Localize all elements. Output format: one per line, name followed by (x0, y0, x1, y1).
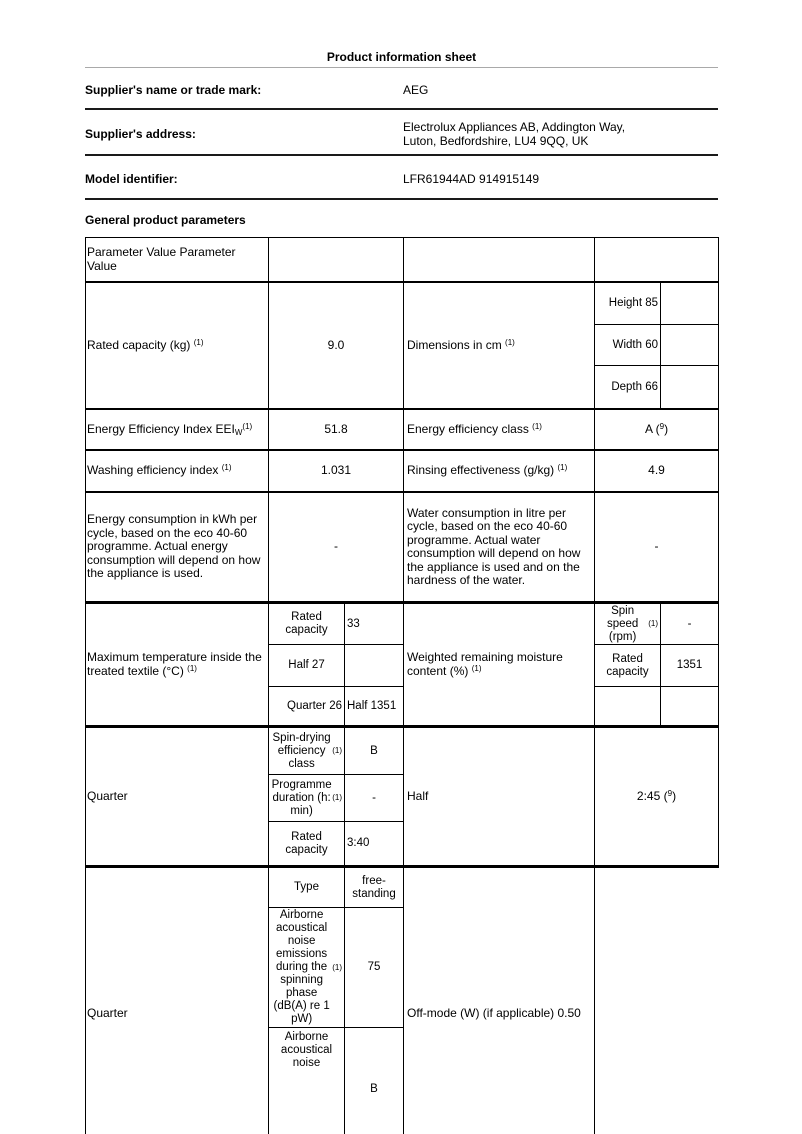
dimension-row (595, 325, 718, 366)
half-duration-value: 2:45 ($^9$) (636, 788, 677, 803)
noise-subtable (269, 868, 404, 1134)
airborne-noise-value: 75 (367, 961, 381, 973)
dimension-empty-cell (661, 283, 718, 324)
title-underline (85, 67, 718, 68)
maxtemp-half-duration: Half 1351 (347, 699, 397, 712)
spin-speed-value: - (687, 617, 692, 630)
dimension-row (595, 283, 718, 325)
energy-consumption-value: - (334, 539, 338, 554)
energy-class-label-cell (404, 410, 595, 449)
half-duration-cell (595, 728, 719, 865)
table-row-capacity (86, 283, 719, 410)
header-empty-cell (404, 238, 595, 281)
energy-class-label: Energy efficiency class $^{(1)}$ (407, 421, 542, 436)
spin-empty-cell (661, 687, 718, 725)
maxtemp-subtable (269, 604, 404, 725)
section-heading: General product parameters (85, 213, 246, 227)
table-row-quarter-noise (86, 868, 719, 1134)
capacity-value: 9.0 (327, 337, 345, 352)
quarter-label: Quarter (87, 1006, 128, 1021)
capacity-label: Rated capacity (kg) $^{(1)}$ (87, 337, 204, 352)
energy-class-value: A ($^9$) (644, 421, 669, 436)
spindry-class-value: B (370, 744, 378, 757)
table-row-washing (86, 451, 719, 493)
rinsing-value-cell (595, 451, 719, 491)
spin-speed-subtable (595, 604, 719, 725)
maxtemp-label: Maximum temperature inside the treated textile (°C) $^{(1)}$ (87, 650, 262, 678)
noise-subrow (269, 1028, 403, 1134)
spindry-subrow (269, 728, 403, 775)
separator-line (85, 108, 718, 110)
spin-empty-cell (595, 687, 661, 725)
maxtemp-rated-label: Rated capacity (269, 604, 345, 644)
header-cell (86, 238, 269, 281)
washing-label: Washing efficiency index $^{(1)}$ (87, 463, 232, 478)
supplier-address-line2: Luton, Bedfordshire, LU4 9QQ, UK (403, 134, 589, 148)
supplier-address-value (403, 120, 625, 148)
maxtemp-half-value: Half 27 (269, 645, 345, 686)
moisture-label: Weighted remaining moisture content (%) $^{(1)}$ (407, 650, 563, 678)
maxtemp-subrow (269, 687, 403, 725)
programme-duration-value: - (372, 791, 376, 804)
quarter-label-cell (86, 868, 269, 1134)
programme-duration-label: Programme duration (h: min) (1) (269, 775, 345, 821)
dimension-height: Height 85 (595, 283, 661, 324)
model-identifier-value: LFR61944AD 914915149 (403, 172, 540, 186)
quarter-label-cell (86, 728, 269, 865)
maxtemp-subrow (269, 604, 403, 645)
water-consumption-value-cell (595, 493, 719, 601)
model-identifier-label: Model identifier: (85, 172, 178, 186)
quarter-label: Quarter (87, 788, 128, 803)
moisture-label-cell (404, 604, 595, 725)
noise-subrow (269, 908, 403, 1028)
eei-label: Energy Efficiency Index $EEI_W^{(1)}$ (87, 421, 253, 437)
spindry-class-label: Spin-drying efficiency class (1) (269, 728, 345, 774)
spindry-subrow (269, 775, 403, 822)
type-value: free-standing (352, 874, 396, 900)
energy-class-value-cell (595, 410, 719, 449)
energy-consumption-text: Energy consumption in kWh per cycle, based on the eco 40-60 programme. Actual energy consumption will depend on how the appliance is used. (87, 512, 261, 581)
maxtemp-rated-value: 33 (347, 617, 360, 630)
supplier-address-label: Supplier's address: (85, 127, 196, 141)
dimensions-subtable (595, 283, 719, 408)
type-label: Type (269, 868, 345, 907)
maxtemp-quarter-value: Quarter 26 (269, 687, 345, 725)
water-consumption-text: Water consumption in litre per cycle, based on the eco 40-60 programme. Actual water consumption will depend on how the appliance is used and on the hardness of the water. (407, 505, 581, 587)
spindry-subtable (269, 728, 404, 865)
document-content (85, 0, 718, 1134)
offmode-label-cell (404, 868, 595, 1134)
airborne-noise-class-value: B (370, 1083, 378, 1095)
separator-line (85, 154, 718, 156)
water-consumption-cell (404, 493, 595, 601)
maxtemp-empty-cell (345, 645, 403, 686)
table-row-header (86, 238, 719, 283)
spin-speed-label: Spin speed (rpm) (1) (595, 604, 661, 644)
dimension-empty-cell (661, 325, 718, 365)
spin-speed-subrow (595, 687, 718, 725)
rinsing-label-cell (404, 451, 595, 491)
header-empty-cell (269, 238, 404, 281)
washing-value-cell (269, 451, 404, 491)
supplier-name-label: Supplier's name or trade mark: (85, 83, 262, 97)
rinsing-value: 4.9 (648, 463, 665, 478)
header-empty-cell (595, 238, 719, 281)
airborne-noise-label: Airborne acoustical noise emissions during the spinning phase (dB(A) re 1 pW) (1) (269, 908, 345, 1027)
capacity-label-cell (86, 283, 269, 408)
airborne-noise-class-label: Airborne acoustical noise (269, 1028, 345, 1134)
supplier-address-line1: Electrolux Appliances AB, Addington Way, (403, 120, 626, 134)
spin-speed-subrow (595, 604, 718, 645)
eei-value: 51.8 (324, 421, 348, 436)
dimensions-label-cell (404, 283, 595, 408)
dimension-row (595, 366, 718, 408)
rinsing-label: Rinsing effectiveness (g/kg) $^{(1)}$ (407, 463, 568, 478)
offmode-label: Off-mode (W) (if applicable) 0.50 (407, 1006, 581, 1021)
offmode-empty-cell (595, 868, 719, 1134)
table-row-eei (86, 410, 719, 451)
capacity-value-cell (269, 283, 404, 408)
dimension-empty-cell (661, 366, 718, 408)
washing-label-cell (86, 451, 269, 491)
half-label-cell (404, 728, 595, 865)
rated-capacity-label: Rated capacity (269, 822, 345, 865)
spin-rated-label: Rated capacity (595, 645, 661, 686)
energy-consumption-cell (86, 493, 269, 601)
table-row-maxtemp (86, 604, 719, 728)
supplier-name-value: AEG (403, 83, 429, 97)
table-row-quarter-spindry (86, 728, 719, 868)
eei-label-cell (86, 410, 269, 449)
washing-value: 1.031 (320, 463, 352, 478)
dimensions-label: Dimensions in cm $^{(1)}$ (407, 337, 515, 352)
spin-speed-subrow (595, 645, 718, 687)
spin-rated-value: 1351 (676, 659, 703, 671)
water-consumption-value: - (654, 539, 659, 554)
spindry-subrow (269, 822, 403, 865)
dimension-width: Width 60 (595, 325, 661, 365)
maxtemp-subrow (269, 645, 403, 687)
header-text: Parameter Value Parameter Value (87, 245, 236, 273)
page-title: Product information sheet (326, 50, 477, 64)
parameters-table (85, 237, 719, 1134)
separator-line (85, 198, 718, 200)
half-label: Half (407, 788, 429, 803)
energy-consumption-value-cell (269, 493, 404, 601)
dimension-depth: Depth 66 (595, 366, 661, 408)
noise-subrow (269, 868, 403, 908)
maxtemp-label-cell (86, 604, 269, 725)
eei-value-cell (269, 410, 404, 449)
table-row-consumption (86, 493, 719, 604)
rated-capacity-duration: 3:40 (347, 837, 370, 849)
